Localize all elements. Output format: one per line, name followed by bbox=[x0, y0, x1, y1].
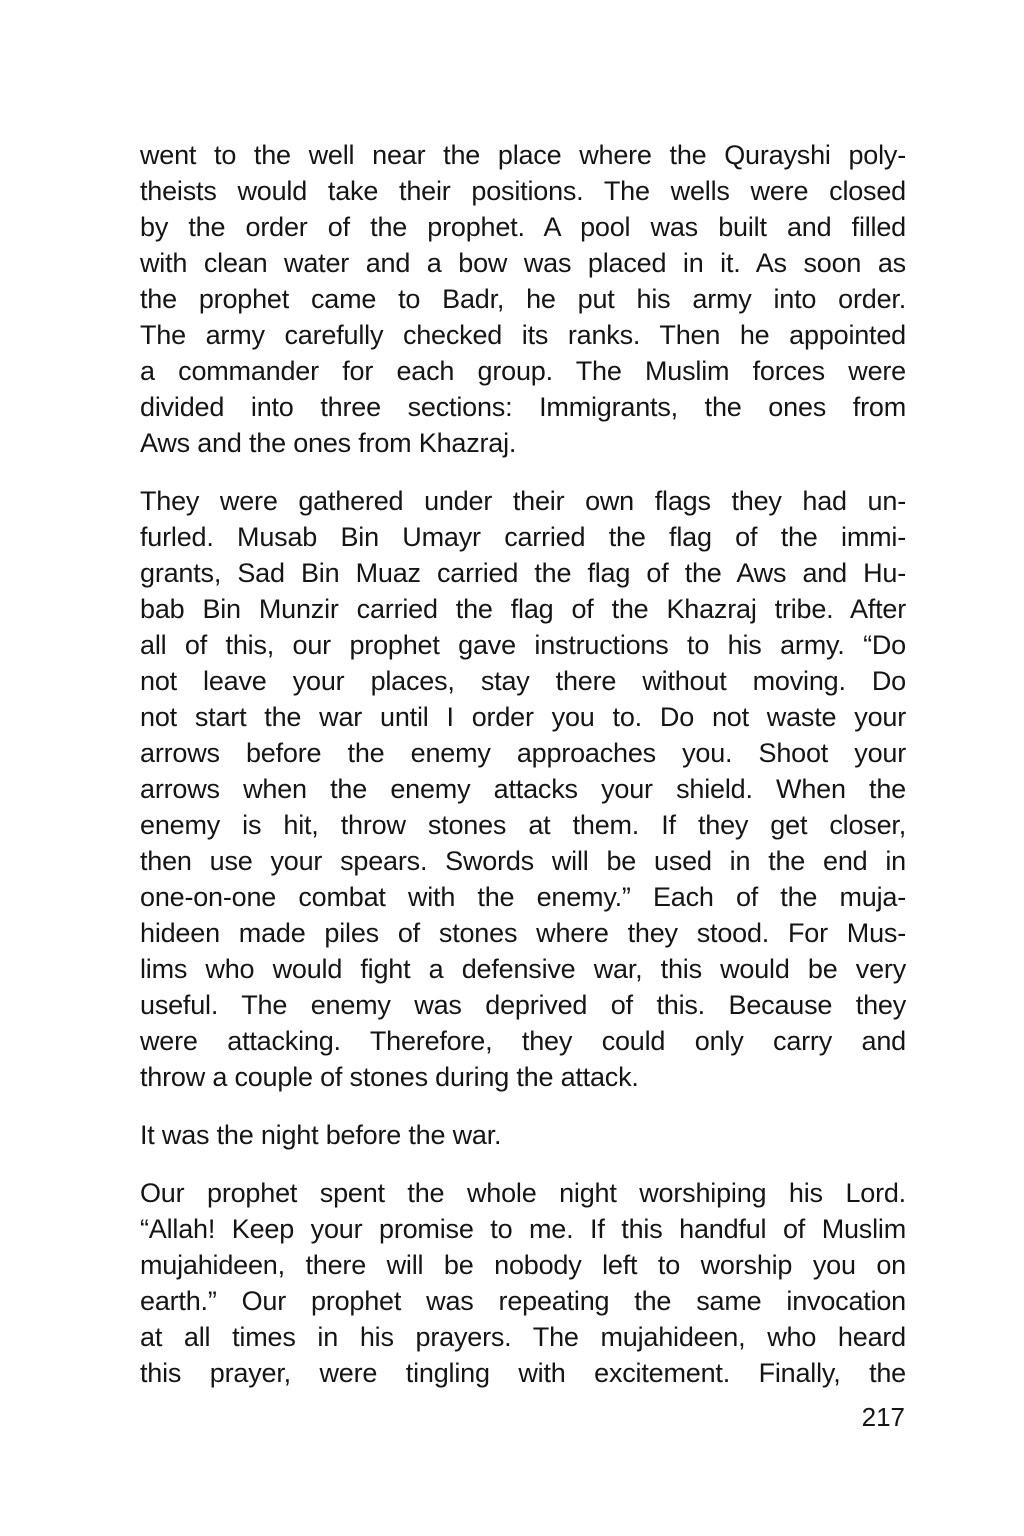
text-line: mujahideen, there will be nobody left to worship you on bbox=[140, 1250, 906, 1280]
text-line: with clean water and a bow was placed in it. As soon as bbox=[140, 248, 906, 278]
text-line: earth.” Our prophet was repeating the same invocation bbox=[140, 1286, 906, 1316]
text-line: one-on-one combat with the enemy.” Each of the muja- bbox=[140, 882, 906, 912]
text-line: not leave your places, stay there without moving. Do bbox=[140, 666, 906, 696]
text-line: lims who would fight a defensive war, this would be very bbox=[140, 954, 906, 984]
text-line: enemy is hit, throw stones at them. If they get closer, bbox=[140, 810, 906, 840]
text-line: this prayer, were tingling with excitement. Finally, the bbox=[140, 1358, 906, 1388]
text-line: then use your spears. Swords will be used in the end in bbox=[140, 846, 906, 876]
paragraph bbox=[140, 1175, 906, 1391]
text-line: theists would take their positions. The wells were closed bbox=[140, 176, 906, 206]
paragraph bbox=[140, 1117, 906, 1153]
text-line: divided into three sections: Immigrants, the ones from bbox=[140, 392, 906, 422]
paragraph bbox=[140, 483, 906, 1095]
text-line: a commander for each group. The Muslim forces were bbox=[140, 356, 906, 386]
text-line: were attacking. Therefore, they could only carry and bbox=[140, 1026, 906, 1056]
text-line: They were gathered under their own flags they had un- bbox=[140, 486, 906, 516]
text-line: all of this, our prophet gave instructions to his army. “Do bbox=[140, 630, 906, 660]
text-line: went to the well near the place where the Qurayshi poly- bbox=[140, 140, 906, 170]
text-line: hideen made piles of stones where they stood. For Mus- bbox=[140, 918, 906, 948]
page-number: 217 bbox=[861, 1402, 905, 1432]
text-line: It was the night before the war. bbox=[140, 1120, 502, 1150]
text-line: grants, Sad Bin Muaz carried the flag of the Aws and Hu- bbox=[140, 558, 906, 588]
text-line: the prophet came to Badr, he put his army into order. bbox=[140, 284, 906, 314]
text-line: “Allah! Keep your promise to me. If this handful of Muslim bbox=[140, 1214, 906, 1244]
text-line: bab Bin Munzir carried the flag of the Khazraj tribe. After bbox=[140, 594, 906, 624]
body-text bbox=[140, 137, 906, 1391]
text-line: throw a couple of stones during the attack. bbox=[140, 1062, 639, 1092]
paragraph bbox=[140, 137, 906, 461]
text-line: furled. Musab Bin Umayr carried the flag of the immi- bbox=[140, 522, 906, 552]
text-line: not start the war until I order you to. Do not waste your bbox=[140, 702, 906, 732]
text-line: Our prophet spent the whole night worshiping his Lord. bbox=[140, 1178, 906, 1208]
text-line: at all times in his prayers. The mujahideen, who heard bbox=[140, 1322, 906, 1352]
text-line: Aws and the ones from Khazraj. bbox=[140, 428, 517, 458]
text-line: by the order of the prophet. A pool was built and filled bbox=[140, 212, 906, 242]
text-line: arrows when the enemy attacks your shield. When the bbox=[140, 774, 906, 804]
text-line: The army carefully checked its ranks. Then he appointed bbox=[140, 320, 906, 350]
text-line: arrows before the enemy approaches you. Shoot your bbox=[140, 738, 906, 768]
text-line: useful. The enemy was deprived of this. Because they bbox=[140, 990, 906, 1020]
